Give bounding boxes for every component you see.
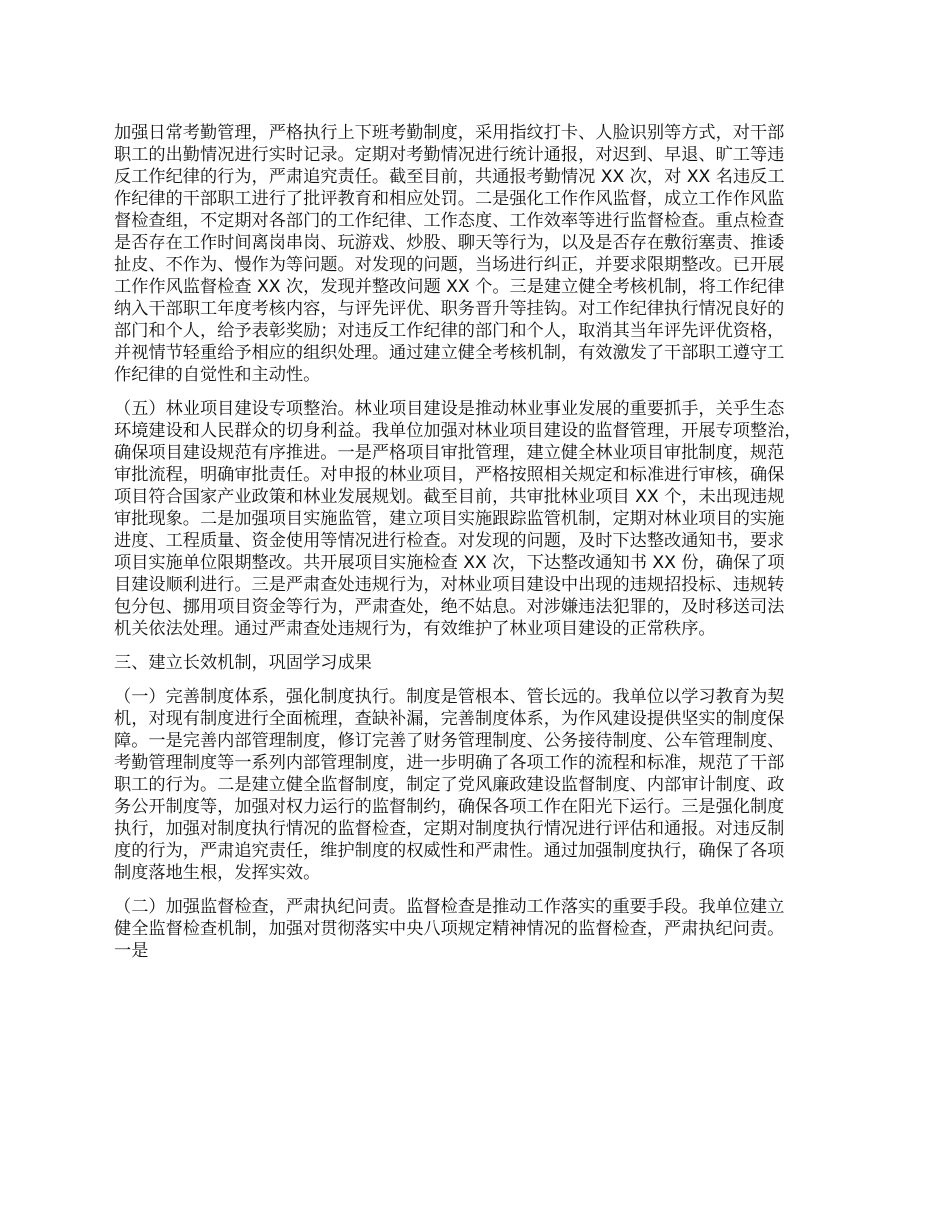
document-body	[114, 122, 854, 974]
paragraph-institution-system: （一）完善制度体系，强化制度执行。制度是管根本、管长远的。我单位以学习教育为契 机，对现有制度进行全面梳理，查缺补漏，完善制度体系，为作风建设提供坚实的制度保 障。一是完善内部管理制度，修订完善了财务管理制度、公务接待制度、公车管理制度、 考勤管理制度等一系列内部管理制度，进一步明确了各项工作的流程和标准，规范了干部 职工的行为。二是建立健全监督制度，制定了党风廉政建设监督制度、内部审计制度、政 务公开制度等，加强对权力运行的监督制约，确保各项工作在阳光下运行。三是强化制度 执行，加强对制度执行情况的监督检查，定期对制度执行情况进行评估和通报。对违反制 度的行为，严肃追究责任，维护制度的权威性和严肃性。通过加强制度执行，确保了各项 制度落地生根，发挥实效。	[114, 687, 785, 883]
section-heading-long-term-mechanism: 三、建立长效机制，巩固学习成果	[114, 653, 372, 673]
paragraph-supervision-inspection: （二）加强监督检查，严肃执纪问责。监督检查是推动工作落实的重要手段。我单位建立 健全监督检查机制，加强对贯彻落实中央八项规定精神情况的监督检查，严肃执纪问责。 一是	[114, 897, 785, 961]
paragraph-forestry-project: （五）林业项目建设专项整治。林业项目建设是推动林业事业发展的重要抓手，关乎生态 环境建设和人民群众的切身利益。我单位加强对林业项目建设的监督管理，开展专项整治， 确保项目建设规范有序推进。一是严格项目审批管理，建立健全林业项目审批制度，规范 审批流程，明确审批责任。对申报的林业项目，严格按照相关规定和标准进行审核，确保 项目符合国家产业政策和林业发展规划。截至目前，共审批林业项目 XX 个，未出现违规 审批现象。二是加强项目实施监管，建立项目实施跟踪监管机制，定期对林业项目的实施 进度、工程质量、资金使用等情况进行检查。对发现的问题，及时下达整改通知书，要求 项目实施单位限期整改。共开展项目实施检查 XX 次，下达整改通知书 XX 份，确保了项 目建设顺利进行。三是严肃查处违规行为，对林业项目建设中出现的违规招投标、违规转 包分包、挪用项目资金等行为，严肃查处，绝不姑息。对涉嫌违法犯罪的，及时移送司法 机关依法处理。通过严肃查处违规行为，有效维护了林业项目建设的正常秩序。	[114, 399, 802, 639]
paragraph-attendance-discipline: 加强日常考勤管理，严格执行上下班考勤制度，采用指纹打卡、人脸识别等方式，对干部 职工的出勤情况进行实时记录。定期对考勤情况进行统计通报，对迟到、早退、旷工等违 反工作纪律的行为，严肃追究责任。截至目前，共通报考勤情况 XX 次，对 XX 名违反工 作纪律的干部职工进行了批评教育和相应处罚。二是强化工作作风监督，成立工作作风监 督检查组，不定期对各部门的工作纪律、工作态度、工作效率等进行监督检查。重点检查 是否存在工作时间离岗串岗、玩游戏、炒股、聊天等行为，以及是否存在敷衍塞责、推诿 扯皮、不作为、慢作为等问题。对发现的问题，当场进行纠正，并要求限期整改。已开展 工作作风监督检查 XX 次，发现并整改问题 XX 个。三是建立健全考核机制，将工作纪律 纳入干部职工年度考核内容，与评先评优、职务晋升等挂钩。对工作纪律执行情况良好的 部门和个人，给予表彰奖励；对违反工作纪律的部门和个人，取消其当年评先评优资格， 并视情节轻重给予相应的组织处理。通过建立健全考核机制，有效激发了干部职工遵守工 作纪律的自觉性和主动性。	[114, 123, 785, 385]
